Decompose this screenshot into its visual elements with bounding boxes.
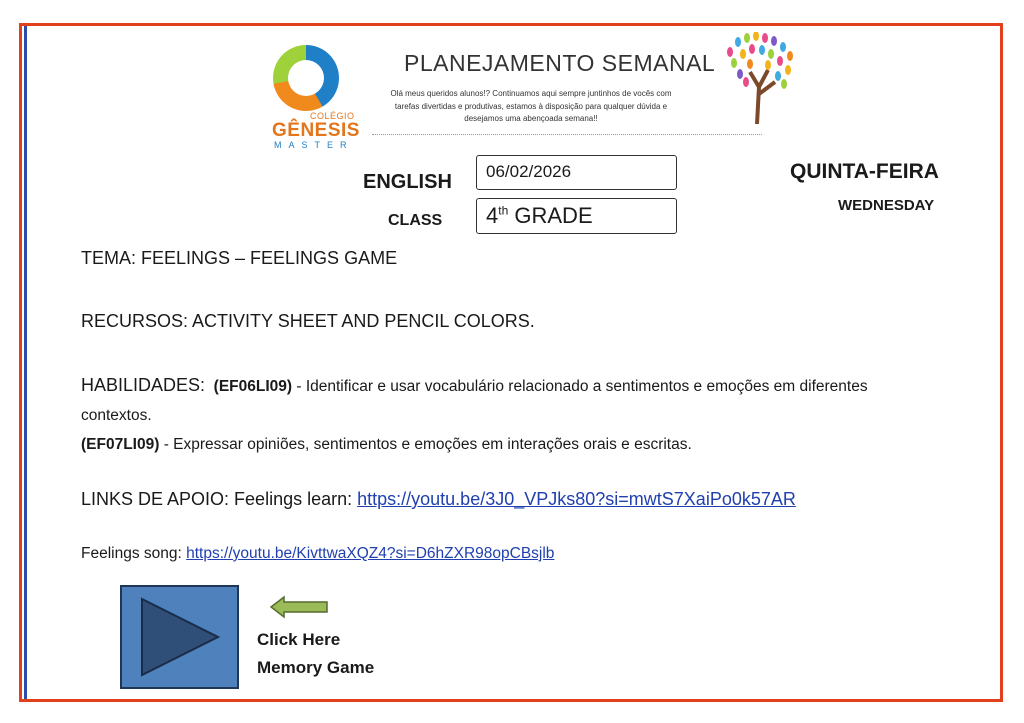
tema-line: TEMA: FEELINGS – FEELINGS GAME xyxy=(81,248,398,268)
class-label: CLASS xyxy=(388,212,443,229)
header-divider xyxy=(372,134,762,135)
click-here-label[interactable]: Click Here xyxy=(257,630,341,649)
play-icon xyxy=(138,597,222,677)
subject-label: ENGLISH xyxy=(363,171,452,193)
school-logo xyxy=(266,40,370,152)
skill-code-2: (EF07LI09) xyxy=(81,436,160,453)
skill-code-1: (EF06LI09) xyxy=(213,378,293,395)
page-title: PLANEJAMENTO SEMANAL xyxy=(404,50,716,76)
day-label-en: WEDNESDAY xyxy=(838,197,935,214)
recursos-line: RECURSOS: ACTIVITY SHEET AND PENCIL COLORS. xyxy=(81,311,535,331)
date-field: 06/02/2026 xyxy=(476,155,677,190)
grade-number: 4 xyxy=(486,203,499,228)
skill-text-1: - Identificar e usar vocabulário relacionado a sentimentos e emoções em diferentes contextos. xyxy=(81,378,868,424)
day-label-pt: QUINTA-FEIRA xyxy=(790,160,939,183)
grade-suffix: th xyxy=(498,203,509,218)
song-label: Feelings song: xyxy=(81,545,187,562)
skill-text-2: - Expressar opiniões, sentimentos e emoções em interações orais e escritas. xyxy=(159,436,692,453)
logo-genesis-text: GÊNESIS xyxy=(272,120,360,141)
links-label: LINKS DE APOIO: Feelings learn: xyxy=(81,489,358,509)
feelings-learn-link[interactable]: https://youtu.be/3J0_VPJks80?si=mwtS7XaiPo0k57AR xyxy=(357,489,796,509)
habilidades-label: HABILIDADES: xyxy=(81,375,206,395)
logo-colegio-text: COLÉGIO xyxy=(310,111,355,121)
left-arrow-icon xyxy=(270,595,330,619)
habilidades-block xyxy=(81,371,931,459)
links-line xyxy=(81,489,796,510)
logo-emblem xyxy=(273,45,339,111)
feelings-song-link[interactable]: https://youtu.be/KivttwaXQZ4?si=D6hZXR98opCBsjlb xyxy=(186,545,555,562)
grade-text: GRADE xyxy=(508,203,593,228)
grade-field xyxy=(476,198,677,234)
memory-game-label[interactable]: Memory Game xyxy=(257,658,375,677)
memory-game-play-button[interactable] xyxy=(120,585,239,689)
tree-icon xyxy=(720,32,798,124)
left-accent-line xyxy=(24,26,27,699)
welcome-message: Olá meus queridos alunos!? Continuamos aqui sempre juntinhos de vocês com tarefas divertidas e produtivas, estamos à disposição para qualquer dúvida e desejamos uma abençoada semana!! xyxy=(390,89,672,123)
logo-master-text: MASTER xyxy=(274,140,354,150)
song-line xyxy=(81,545,554,563)
